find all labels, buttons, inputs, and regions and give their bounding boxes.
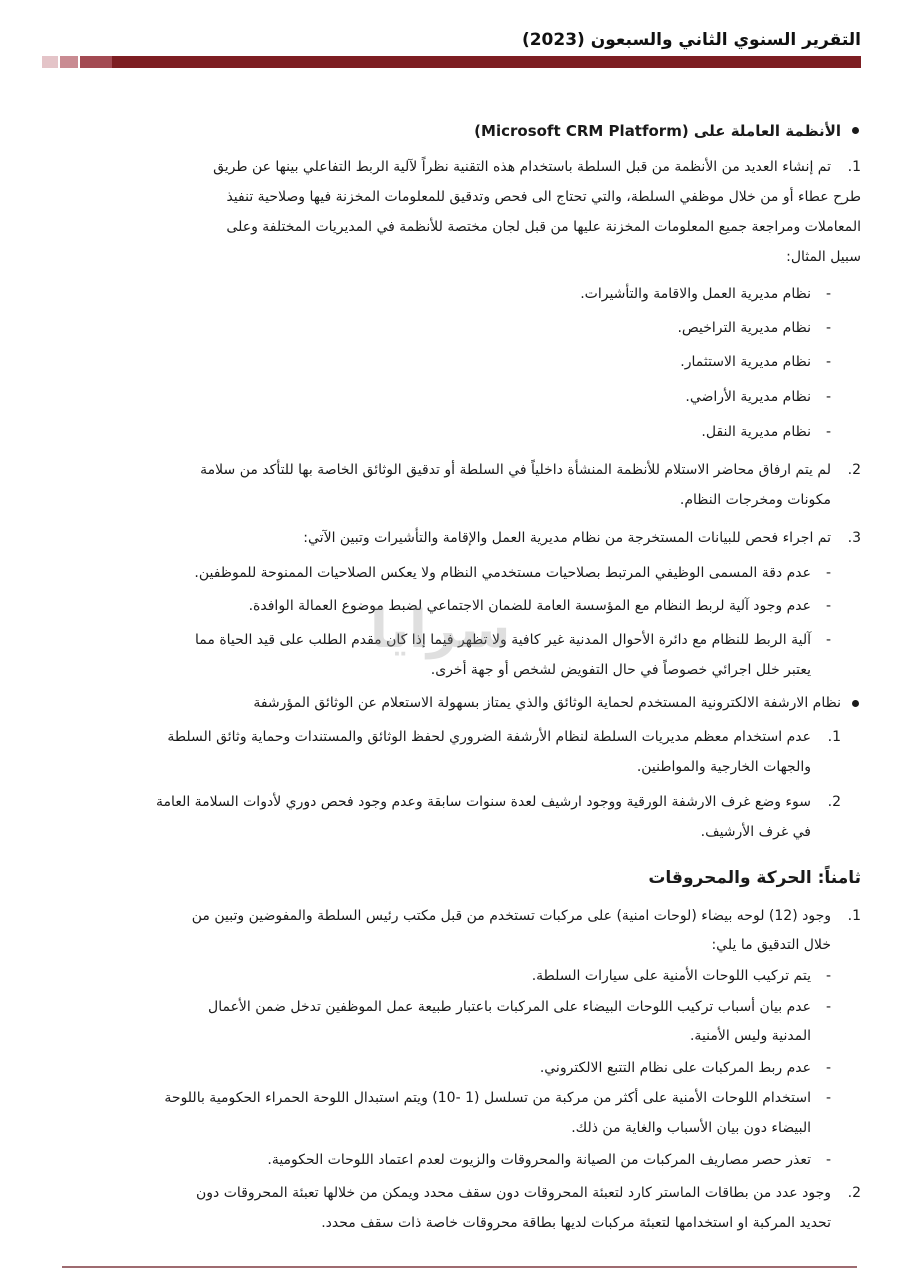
paragraph-line: عدم استخدام معظم مديريات السلطة لنظام الأرشفة الضروري لحفظ الوثائق والمستندات وحماية وثائق السلطة xyxy=(167,729,811,745)
section-heading-crm: الأنظمة العاملة على (Microsoft CRM Platform) xyxy=(474,122,841,140)
paragraph-line: والجهات الخارجية والمواطنين. xyxy=(636,759,811,775)
header-rule-segment xyxy=(42,56,58,68)
finding-line: يعتبر خلل اجرائي خصوصاً في حال التفويض لشخص أو جهة أخرى. xyxy=(430,662,811,678)
bullet-icon xyxy=(852,127,859,134)
dash-icon: - xyxy=(825,354,831,370)
header-rule xyxy=(109,56,861,68)
system-list-item: نظام مديرية الأراضي. xyxy=(685,389,811,405)
system-list-item: نظام مديرية التراخيص. xyxy=(677,320,811,336)
item-number: 2. xyxy=(847,1185,861,1201)
dash-icon: - xyxy=(825,389,831,405)
dash-icon: - xyxy=(825,968,831,984)
paragraph-line: سبيل المثال: xyxy=(786,249,861,265)
section-heading-archive: نظام الارشفة الالكترونية المستخدم لحماية الوثائق والذي يمتاز بسهولة الاستعلام عن الوثائق المؤرشفة xyxy=(253,695,841,711)
finding-line: تعذر حصر مصاريف المركبات من الصيانة والمحروقات والزيوت لعدم اعتماد اللوحات الحكومية. xyxy=(267,1152,811,1168)
dash-icon: - xyxy=(825,1152,831,1168)
system-list-item: نظام مديرية النقل. xyxy=(701,424,811,440)
system-list-item: نظام مديرية الاستثمار. xyxy=(680,354,811,370)
header-rule-segment xyxy=(80,56,112,68)
finding-line: آلية الربط للنظام مع دائرة الأحوال المدنية غير كافية ولا تظهر فيما إذا كان مقدم الطلب على قيد الحياة مما xyxy=(195,632,811,648)
item-number: 2. xyxy=(827,794,841,810)
item-number: 3. xyxy=(847,530,861,546)
paragraph-line: في غرف الأرشيف. xyxy=(700,824,811,840)
paragraph-line: سوء وضع غرف الارشفة الورقية ووجود ارشيف لعدة سنوات سابقة وعدم وجود فحص دوري لأدوات السلامة العامة xyxy=(156,794,811,810)
finding-line: المدنية وليس الأمنية. xyxy=(689,1028,811,1044)
paragraph-line: تم اجراء فحص للبيانات المستخرجة من نظام مديرية العمل والإقامة والتأشيرات وتبين الآتي: xyxy=(303,530,831,546)
dash-icon: - xyxy=(825,1090,831,1106)
report-header-title: التقرير السنوي الثاني والسبعون (2023) xyxy=(521,30,861,50)
paragraph-line: مكونات ومخرجات النظام. xyxy=(679,492,831,508)
system-list-item: نظام مديرية العمل والاقامة والتأشيرات. xyxy=(580,286,811,302)
dash-icon: - xyxy=(825,320,831,336)
paragraph-line: خلال التدقيق ما يلي: xyxy=(711,937,831,953)
footer-rule xyxy=(62,1266,857,1268)
item-number: 2. xyxy=(847,462,861,478)
dash-icon: - xyxy=(825,1060,831,1076)
paragraph-line: وجود (12) لوحه بيضاء (لوحات امنية) على مركبات تستخدم من قبل مكتب رئيس السلطة والمفوضين وتبين من xyxy=(191,908,831,924)
finding-line: عدم دقة المسمى الوظيفي المرتبط بصلاحيات مستخدمي النظام ولا يعكس الصلاحيات الممنوحة للموظفين. xyxy=(194,565,811,581)
dash-icon: - xyxy=(825,565,831,581)
finding-line: البيضاء دون بيان الأسباب والغاية من ذلك. xyxy=(571,1120,811,1136)
header-rule-segment xyxy=(60,56,78,68)
dash-icon: - xyxy=(825,424,831,440)
paragraph-line: وجود عدد من بطاقات الماستر كارد لتعبئة المحروقات دون سقف محدد ويمكن من خلالها تعبئة المحروقات دون xyxy=(196,1185,831,1201)
item-number: 1. xyxy=(827,729,841,745)
watermark: سرايا xyxy=(370,600,511,660)
finding-line: عدم وجود آلية لربط النظام مع المؤسسة العامة للضمان الاجتماعي لضبط موضوع العمالة الوافدة. xyxy=(248,598,811,614)
dash-icon: - xyxy=(825,999,831,1015)
dash-icon: - xyxy=(825,286,831,302)
dash-icon: - xyxy=(825,598,831,614)
paragraph-line: المعاملات ومراجعة جميع المعلومات المخزنة عليها من قبل لجان مختصة للأنظمة في المديريات المختلفة وعلى xyxy=(226,219,861,235)
finding-line: عدم ربط المركبات على نظام التتبع الالكتروني. xyxy=(539,1060,811,1076)
item-number: 1. xyxy=(847,159,861,175)
bullet-icon xyxy=(852,700,859,707)
finding-line: استخدام اللوحات الأمنية على أكثر من مركبة من تسلسل (1 -10) ويتم استبدال اللوحة الحمراء الحكومية باللوحة xyxy=(164,1090,811,1106)
paragraph-line: لم يتم ارفاق محاضر الاستلام للأنظمة المنشأة داخلياً في السلطة أو تدقيق الوثائق الخاصة بها للتأكد من سلامة xyxy=(200,462,831,478)
item-number: 1. xyxy=(847,908,861,924)
paragraph-line: طرح عطاء أو من خلال موظفي السلطة، والتي تحتاج الى فحص وتدقيق للمعلومات المخزنة فيها وصلاحية تنفيذ xyxy=(226,189,861,205)
dash-icon: - xyxy=(825,632,831,648)
finding-line: عدم بيان أسباب تركيب اللوحات البيضاء على المركبات باعتبار طبيعة عمل الموظفين تدخل ضمن الأعمال xyxy=(208,999,811,1015)
paragraph-line: تم إنشاء العديد من الأنظمة من قبل السلطة باستخدام هذه التقنية نظراً لآلية الربط التفاعلي بينها عن طريق xyxy=(213,159,831,175)
section-heading-movement: ثامناً: الحركة والمحروقات xyxy=(648,868,861,888)
paragraph-line: تحديد المركبة او استخدامها لتعبئة مركبات لديها بطاقة محروقات خاصة ذات سقف محدد. xyxy=(321,1215,831,1231)
finding-line: يتم تركيب اللوحات الأمنية على سيارات السلطة. xyxy=(531,968,811,984)
